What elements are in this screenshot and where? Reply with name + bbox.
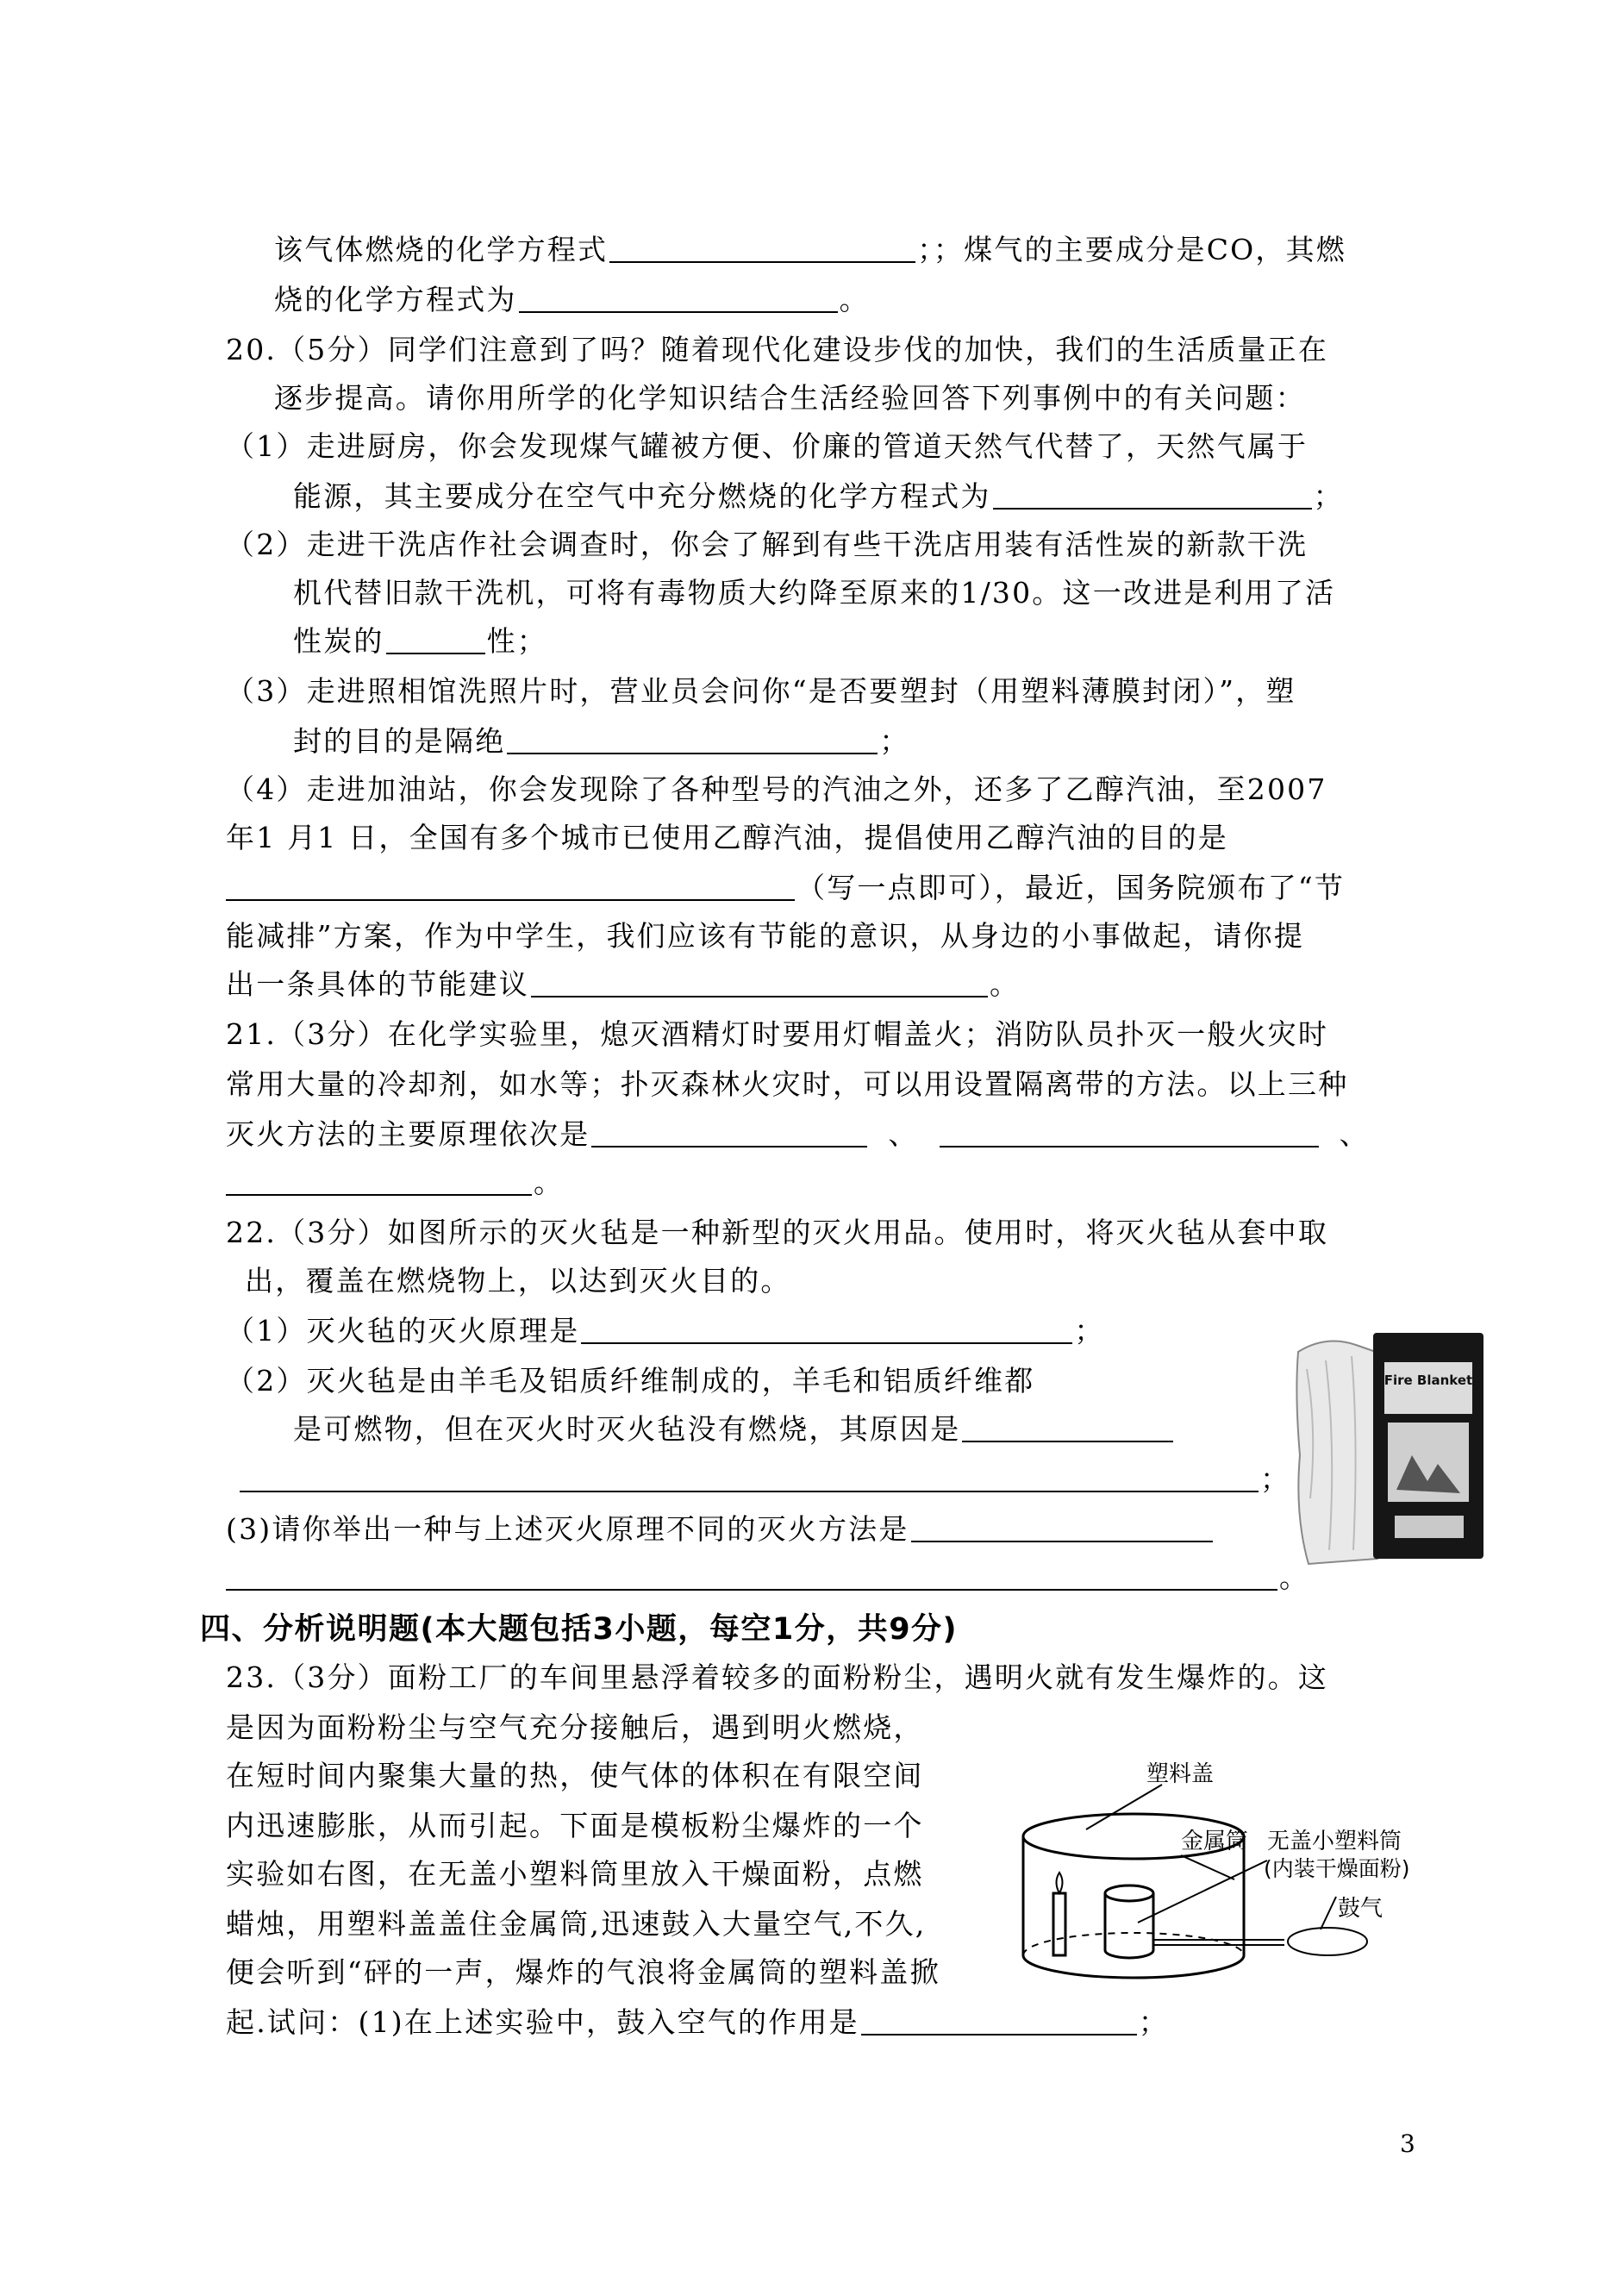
lid-label: 塑料盖 [1146, 1761, 1215, 1787]
page-number: 3 [1400, 2129, 1415, 2158]
q22-part3-line2: 。 [226, 1557, 1309, 1598]
q22-part2-line1: （2）灭火毡是由羊毛及铝质纤维制成的，羊毛和铝质纤维都 [226, 1364, 1035, 1398]
q20-part2-line2: 机代替旧款干洗机，可将有毒物质大约降至原来的1/30。这一改进是利用了活 [293, 576, 1336, 610]
answer-blank[interactable] [226, 872, 795, 901]
answer-blank[interactable] [591, 1118, 867, 1148]
q20-stem-1: 20.（5分）同学们注意到了吗？随着现代化建设步伐的加快，我们的生活质量正在 [226, 333, 1329, 366]
answer-blank[interactable] [240, 1463, 1259, 1492]
q19-line-2: 烧的化学方程式为 。 [274, 283, 870, 316]
q20-part4-line3: （写一点即可），最近，国务院颁布了“节 [226, 867, 1345, 909]
q23-line-5: 实验如右图，在无盖小塑料筒里放入干燥面粉，点燃 [226, 1857, 924, 1891]
section-heading: 四、分析说明题(本大题包括3小题，每空1分，共9分) [200, 1612, 959, 1647]
q20-part4-line5: 出一条具体的节能建议 。 [226, 967, 1021, 1001]
q20-part4-line2: 年1 月1 日，全国有多个城市已使用乙醇汽油，提倡使用乙醇汽油的目的是 [226, 821, 1228, 854]
q20-part2-line3: 性炭的 性； [293, 624, 548, 658]
q23-line-1: 23.（3分）面粉工厂的车间里悬浮着较多的面粉粉尘，遇明火就有发生爆炸的。这 [226, 1660, 1329, 1694]
answer-blank[interactable] [519, 284, 838, 313]
q22-part1: （1）灭火毡的灭火原理是 ； [226, 1314, 1105, 1348]
answer-blank[interactable] [911, 1513, 1213, 1542]
q20-part1-line1: （1）走进厨房，你会发现煤气罐被方便、价廉的管道天然气代替了，天然气属于 [226, 429, 1309, 463]
answer-blank[interactable] [993, 480, 1312, 510]
answer-blank[interactable] [861, 2006, 1137, 2035]
q20-part4-line1: （4）走进加油站，你会发现除了各种型号的汽油之外，还多了乙醇汽油，至2007 [226, 772, 1327, 806]
answer-blank[interactable] [531, 968, 988, 997]
q20-part3-line1: （3）走进照相馆洗照片时，营业员会问你“是否要塑封（用塑料薄膜封闭）”，塑 [226, 674, 1296, 708]
plastic-cup-label: 无盖小塑料筒 [1267, 1829, 1402, 1854]
answer-blank[interactable] [581, 1315, 1072, 1344]
q23-line-2: 是因为面粉粉尘与空气充分接触后，遇到明火燃烧， [226, 1710, 924, 1744]
answer-blank[interactable] [609, 234, 915, 263]
q20-part2-line1: （2）走进干洗店作社会调查时，你会了解到有些干洗店用装有活性炭的新款干洗 [226, 528, 1309, 561]
answer-blank[interactable] [962, 1413, 1173, 1442]
q22-part3-line1: (3)请你举出一种与上述灭火原理不同的灭火方法是 [226, 1509, 1215, 1550]
q19-line-1: 该气体燃烧的化学方程式 ；；煤气的主要成分是CO，其燃 [274, 233, 1347, 266]
q22-part2-line3: ； [240, 1459, 1290, 1500]
answer-blank[interactable] [226, 1166, 532, 1196]
q20-part1-line2: 能源，其主要成分在空气中充分燃烧的化学方程式为 ； [293, 479, 1344, 513]
q22-line-2: 出，覆盖在燃烧物上，以达到灭火目的。 [245, 1264, 791, 1298]
plastic-cup-note: (内装干燥面粉) [1264, 1856, 1410, 1881]
fire-blanket-label: Fire Blanket [1384, 1373, 1473, 1388]
answer-blank[interactable] [507, 725, 878, 754]
q23-line-4: 内迅速膨胀，从而引起。下面是模板粉尘爆炸的一个 [226, 1809, 924, 1842]
q20-stem-2: 逐步提高。请你用所学的化学知识结合生活经验回答下列事例中的有关问题： [274, 381, 1306, 415]
q21-line-4: 。 [226, 1162, 564, 1204]
answer-blank[interactable] [226, 1561, 1277, 1591]
fire-blanket-photo [1291, 1326, 1490, 1573]
q21-line-2: 常用大量的冷却剂，如水等；扑灭森林火灾时，可以用设置隔离带的方法。以上三种 [226, 1067, 1349, 1101]
q23-line-8: 起.试问：(1)在上述实验中，鼓入空气的作用是 ； [226, 2005, 1170, 2039]
q22-line-1: 22.（3分）如图所示的灭火毡是一种新型的灭火用品。使用时，将灭火毡从套中取 [226, 1216, 1329, 1249]
q21-line-3: 灭火方法的主要原理依次是 、 、 [226, 1117, 1370, 1151]
metal-can-label: 金属筒 [1181, 1829, 1249, 1854]
q23-line-6: 蜡烛，用塑料盖盖住金属筒,迅速鼓入大量空气,不久, [226, 1907, 927, 1941]
q21-line-1: 21.（3分）在化学实验里，熄灭酒精灯时要用灯帽盖火；消防队员扑灭一般火灾时 [226, 1017, 1329, 1051]
q22-part2-line2: 是可燃物，但在灭火时灭火毡没有燃烧，其原因是 [293, 1409, 1175, 1450]
q23-line-3: 在短时间内聚集大量的热，使气体的体积在有限空间 [226, 1759, 924, 1792]
dust-explosion-diagram [1009, 1759, 1491, 1992]
answer-blank[interactable] [940, 1118, 1319, 1148]
q20-part4-line4: 能减排”方案，作为中学生，我们应该有节能的意识，从身边的小事做起，请你提 [226, 919, 1305, 953]
q23-line-7: 便会听到“砰的一声，爆炸的气浪将金属筒的塑料盖掀 [226, 1955, 940, 1989]
q20-part3-line2: 封的目的是隔绝 ； [293, 724, 910, 758]
answer-blank[interactable] [386, 625, 485, 654]
bellows-label: 鼓气 [1338, 1896, 1384, 1922]
